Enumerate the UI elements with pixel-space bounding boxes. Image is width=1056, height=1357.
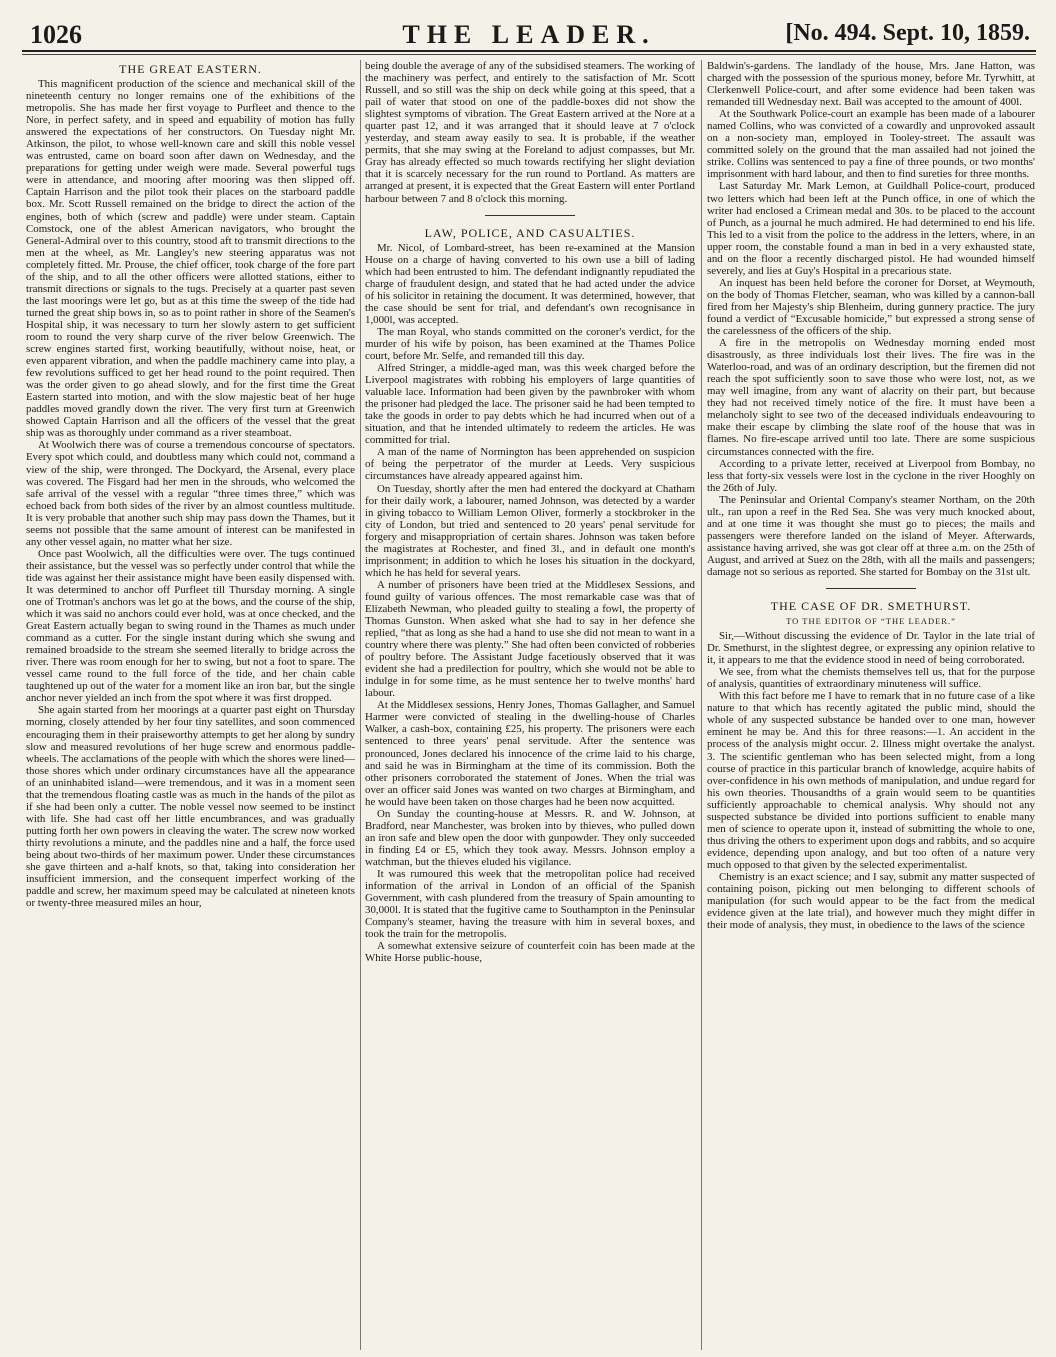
article-paragraph: With this fact before me I have to remark that in no future case of a like nature to that which has recently agitated the public mind, should the whole of any suspected substance be handed over to one man, however eminent he may be. And this for three reasons:—1. An accident in the process of the analysis might occur. 2. Illness might overtake the analyst. 3. The scientific gentleman who has been selected might, from a long course of practice in this particular branch of knowledge, acquire habits of over-confidence in his own methods of manipulation, and undue regard for his own theories. Thousandths of a grain would seem to be quantities sufficiently approachable to chemical analysis. Why should not any suspected substance be divided into portions sufficient to enable many men of science to operate upon it, instead of submitting the whole to one, thus driving the others to experiment upon dogs and rabbits, and so acquire evidence, depending upon analogy, and but too often of a nature very much opposed to that given by the selected experimentalist. — [707, 690, 1035, 871]
article-paragraph: It was rumoured this week that the metropolitan police had received information of the arrival in London of an official of the Spanish Government, with cash plundered from the treasury of Spain amounting to 30,000l. It is stated that the fugitive came to Southampton in the Peninsular Company's steamer, having the treasure with him in several boxes, and took the train for the metropolis. — [365, 868, 695, 941]
issue-info: [No. 494. Sept. 10, 1859. — [785, 20, 1030, 46]
article-paragraph: Sir,—Without discussing the evidence of Dr. Taylor in the late trial of Dr. Smethurst, in the slightest degree, or expressing any opinion relative to it, it appears to me that the evidence stood in need of being corroborated. — [707, 630, 1035, 667]
column-1 — [26, 60, 355, 1350]
article-paragraph: According to a private letter, received at Liverpool from Bombay, no less that forty-six vessels were lost in the cyclone in the river Hooghly on the 26th of July. — [707, 457, 1035, 494]
column-divider — [701, 60, 702, 1350]
article-paragraph: A fire in the metropolis on Wednesday morning ended most disastrously, as three individuals lost their lives. The fire was in the Waterloo-road, and was of an ordinary description, but the firemen did not reach the spot sufficiently soon to save those who were lost, not, as we may well imagine, from any want of alacrity on their part, but because they had not received timely notice of the fire. It must have been a melancholy sight to see two of the deceased individuals endeavouring to make their escape by climbing the slate roof of the house that was in flames. No fire-escape arrived until too late. There are some suspicious circumstances connected with the fire. — [707, 337, 1035, 458]
article-paragraph: being double the average of any of the subsidised steamers. The working of the machinery was perfect, and entirely to the satisfaction of Mr. Scott Russell, and so still was the ship on deck while going at this speed, that a pail of water that stood on one of the paddle-boxes did not show the slightest symptoms of vibration. The Great Eastern arrived at the Nore at a quarter past 12, and it was arranged that it should leave at 7 o'clock yesterday, and steam away easily to sea. It is probable, if the weather permits, that she may swing at the Foreland to adjust compasses, but Mr. Gray has already effected so much towards rectifying her slight deviation that it is scarcely necessary for the run round to Portland. As matters are arranged at present, it is expected that the Great Eastern will enter Portland harbour between 7 and 8 o'clock this morning. — [365, 60, 695, 205]
section-separator — [485, 215, 575, 216]
article-paragraph: At Woolwich there was of course a tremendous concourse of spectators. Every spot which could, and doubtless many which could not, command a view of the ship, were thronged. The Dockyard, the Arsenal, every place was covered. The Fisgard had her men in the shrouds, who welcomed the safe arrival of the vessel with a regular “three times three,” which was echoed back from both sides of the river by an almost countless multitude. It is very probable that another such ship may pass down the Thames, but it seems not possible that the same amount of interest can be manifested in any other vessel again, no matter what her size. — [26, 439, 355, 548]
article-heading: THE GREAT EASTERN. — [119, 62, 262, 76]
page-number: 1026 — [30, 20, 82, 49]
section-separator — [826, 588, 916, 589]
article-paragraph: At the Southwark Police-court an example has been made of a labourer named Collins, who was convicted of a cowardly and unprovoked assault on a non-society man, employed in Tooley-street. The assault was committed solely on the ground that the man assailed had not joined the strike. Collins was sentenced to pay a fine of three pounds, or two months' imprisonment with hard labour, and then to find sureties for three months. — [707, 108, 1035, 181]
header-rule — [22, 54, 1036, 55]
article-paragraph: On Sunday the counting-house at Messrs. R. and W. Johnson, at Bradford, near Manchester, was broken into by thieves, who pulled down an iron safe and blew open the door with gunpowder. They only succeeded in finding £4 or £5, which they took away. Messrs. Johnson employ a watchman, but the thieves eluded his vigilance. — [365, 807, 695, 868]
article-heading: LAW, POLICE, AND CASUALTIES. — [424, 225, 636, 240]
masthead — [22, 14, 1036, 52]
column-3 — [707, 60, 1035, 1350]
column-divider — [360, 60, 361, 1350]
article-paragraph: Last Saturday Mr. Mark Lemon, at Guildhall Police-court, produced two letters which had been left at the Punch office, in one of which the writer had enclosed a Crimean medal and 30s. to be placed to the account of Punch, as a journal he much admired. He had determined to end his life. This led to a visit from the police to the address in the letters, where, in an upper room, the constable found a man in bed in a very exhausted state, and on the floor a recently discharged pistol. He had wounded himself severely, and lies at Guy's Hospital in a precarious state. — [707, 180, 1035, 277]
article-paragraph: An inquest has been held before the coroner for Dorset, at Weymouth, on the body of Thomas Fletcher, seaman, who was killed by a cannon-ball fired from her Majesty's ship Blenheim, during gunnery practice. The jury found a verdict of “Excusable homicide,” but expressed a strong sense of the carelessness of the officers of the ship. — [707, 276, 1035, 338]
article-paragraph: We see, from what the chemists themselves tell us, that for the purpose of analysis, quantities of extraordinary minuteness will suffice. — [707, 666, 1035, 691]
article-paragraph: A number of prisoners have been tried at the Middlesex Sessions, and found guilty of various offences. The most remarkable case was that of Elizabeth Newman, who pleaded guilty to stealing a fowl, the property of Thomas Gunston. When asked what she had to say in her defence she replied, “that as long as she had a hand to use she did not mean to want in a country where there was plenty.” She had often been convicted of robberies of poultry before. The Assistant Judge facetiously observed that it was evident she had a predilection for poultry, which she would not be able to indulge in for some time, as he must sentence her to twelve months' hard labour. — [365, 578, 695, 700]
newspaper-title: THE LEADER. — [402, 20, 656, 49]
article-heading: THE CASE OF DR. SMETHURST. — [770, 599, 972, 614]
article-paragraph: The Peninsular and Oriental Company's steamer Northam, on the 20th ult., ran upon a reef in the Red Sea. She was very much knocked about, and at one time it was thought she must go to pieces; the mails and passengers were therefore landed on the island of Meyer. Afterwards, assistance having arrived, she was got clear off at three a.m. on the 25th of August, and arrived at Suez on the 28th, with all the mails and passengers; damage not so serious as reported. She started for Bombay on the 31st ult. — [707, 493, 1035, 578]
article-paragraph: She again started from her moorings at a quarter past eight on Thursday morning, closely attended by her four tiny satellites, and soon commenced encouraging them in their praiseworthy attempts to get her along by sundry slow and measured revolutions of her huge screw and enormous paddle-wheels. The acclamations of the people with which the shores were lined—those shores which under ordinary circumstances have all the appearance of an uninhabited island—were tremendous, and it was in a moment seen that the tremendous floating castle was as much in the hands of the pilot as if she had been only a cutter. The noble vessel now seemed to be instinct with life. She had cast off her little encumbrances, and was gradually putting forth her own powers in cleaving the water. The screw now worked thirty revolutions a minute, and the paddles nine and a half, the force used being about two-thirds of her maximum power. Under these circumstances she gave thirteen and a-half knots, so that, taking into consideration her insufficient immersion, and the consequent imperfect working of the paddle and screw, her maximum speed may be calculated at nineteen knots or twenty-three measured miles an hour, — [26, 704, 355, 910]
article-paragraph: Alfred Stringer, a middle-aged man, was this week charged before the Liverpool magistrates with robbing his employers of large quantities of valuable lace. Information had been given by the pawnbroker with whom the prisoner had pledged the lace. The prisoner said he had been tempted to take the goods in order to pay debts which he had incurred when out of a situation, and that he intended ultimately to redeem the articles. He was committed for trial. — [365, 362, 695, 447]
article-paragraph: Mr. Nicol, of Lombard-street, has been re-examined at the Mansion House on a charge of having converted to his own use a bill of lading which had been entrusted to him. The defendant indignantly repudiated the charge of fraudulent design, and stated that he had acted under the advice of his solicitor in retaining the document. It was determined, however, that the case should be sent for trial, and defendant's own recognisance in 1,000l, was accepted. — [365, 241, 695, 326]
article-paragraph: Chemistry is an exact science; and I say, submit any matter suspected of containing poison, picking out men belonging to different schools of manipulation (for such would appear to be the fact from the medical evidence given at the late trial), and however much they might differ in their mode of analysis, they must, in obedience to the laws of the science — [707, 871, 1035, 932]
article-paragraph: Baldwin's-gardens. The landlady of the house, Mrs. Jane Hatton, was charged with the possession of the spurious money, before Mr. Tyrwhitt, at Clerkenwell Police-court, and after some evidence had been taken was remanded till Wednesday next. Bail was accepted to the amount of 400l. — [707, 60, 1035, 109]
article-paragraph: This magnificent production of the science and mechanical skill of the nineteenth century no longer remains one of the exhibitions of the metropolis. She has made her first voyage to Purfleet and thence to the Nore, in perfect safety, and in speed and equability of motion has fully answered the expectations of her constructors. On Tuesday night Mr. Atkinson, the pilot, to whose well-known care and skill this noble vessel was entrusted, came on board soon after dawn on Wednesday, and the preparations for getting under weigh were made. Several powerful tugs were in attendance, and mooring after mooring was then slipped off. Captain Harrison and the pilot took their places on the starboard paddle box. Mr. Scott Russell remained on the bridge to direct the action of the engines, both of which (screw and paddle) were under steam. Captain Comstock, one of the ablest American navigators, who brought the General-Admiral over to this country, stood aft to transmit directions to the men at the wheel, as Mr. Langley's new steering apparatus was not completely fitted. Mr. Prouse, the chief officer, took charge of the fore part of the ship, and to all the other officers were allotted stations, either to transmit directions or signals to the tugs. Precisely at a quarter past seven the last moorings were let go, but as at this time the sweep of the tide had turned the great ship bows in, so as to point rather in shore of the Seamen's Hospital ship, it was necessary to turn her slowly astern to get sufficient room to round the very sharp curve of the river below Greenwich. The screw engines started first, working beautifully, without noise, heat, or even apparent vibration, and when the paddle machinery came into play, a few revolutions sufficed to get her head round to the point required. Then was the order given to go ahead slowly, and for the first time the Great Eastern started into motion, and with the slow majestic beat of her huge paddles moved grandly down the river. The very first turn at Greenwich showed Captain Harrison and all the officers of the vessel that the great ship was as thoroughly under command as a river steamboat. — [26, 78, 355, 440]
article-paragraph: A somewhat extensive seizure of counterfeit coin has been made at the White Horse public-house, — [365, 940, 695, 965]
article-paragraph: A man of the name of Normington has been apprehended on suspicion of being the perpetrator of the murder at Leeds. Very suspicious circumstances have already appeared against him. — [365, 446, 695, 483]
article-paragraph: At the Middlesex sessions, Henry Jones, Thomas Gallagher, and Samuel Harmer were convicted of stealing in the dwelling-house of Charles Walker, a cash-box, containing £25, his property. The prisoners were each sentenced to three years' penal servitude. After the sentence was pronounced, Jones declared his innocence of the crime laid to his charge, and said he was in Birmingham at the time of its commission. Both the other prisoners corroborated the statement of Jones. When the trial was over an officer said Jones was wanted on two charges at Birmingham, and he would have been taken on those charges had he been now acquitted. — [365, 699, 695, 808]
article-paragraph: The man Royal, who stands committed on the coroner's verdict, for the murder of his wife by poison, has been examined at the Thames Police court, before Mr. Selfe, and remanded till this day. — [365, 325, 695, 362]
column-2 — [365, 60, 695, 1350]
article-subheading: TO THE EDITOR OF “THE LEADER.” — [786, 616, 956, 627]
article-paragraph: On Tuesday, shortly after the men had entered the dockyard at Chatham for their daily work, a labourer, named Johnson, was detected by a warder in giving tobacco to William Lemon Oliver, formerly a stockbroker in the city of London, but tried and sentenced to 20 years' penal servitude for forgery and misappropriation of certain shares. Johnson was taken before the magistrates at Rochester, and fined 3l., and in default one month's imprisonment; in addition to which he loses his situation in the dockyard, which he has held for several years. — [365, 482, 695, 579]
article-paragraph: Once past Woolwich, all the difficulties were over. The tugs continued their assistance, but the vessel was so perfectly under control that while the tide was against her their assistance might have been easily dispensed with. It was determined to anchor off Purfleet till Thursday morning. A single one of Trotman's anchors was let go at the bows, and the course of the ship, which it was said no anchors could ever hold, was at once checked, and the Great Eastern actually began to swing round in the Thames as much under command as a cutter. For the single instant during which she swung and remained broadside to the stream she seemed literally to bridge across the river. There was room enough for her to swing, but not a foot to spare. The vessel came round to the full force of the tide, and her chain cable taughtened up out of the water for a moment like an iron bar, but the single anchor never yielded an inch from the spot where it was first dropped. — [26, 547, 355, 705]
